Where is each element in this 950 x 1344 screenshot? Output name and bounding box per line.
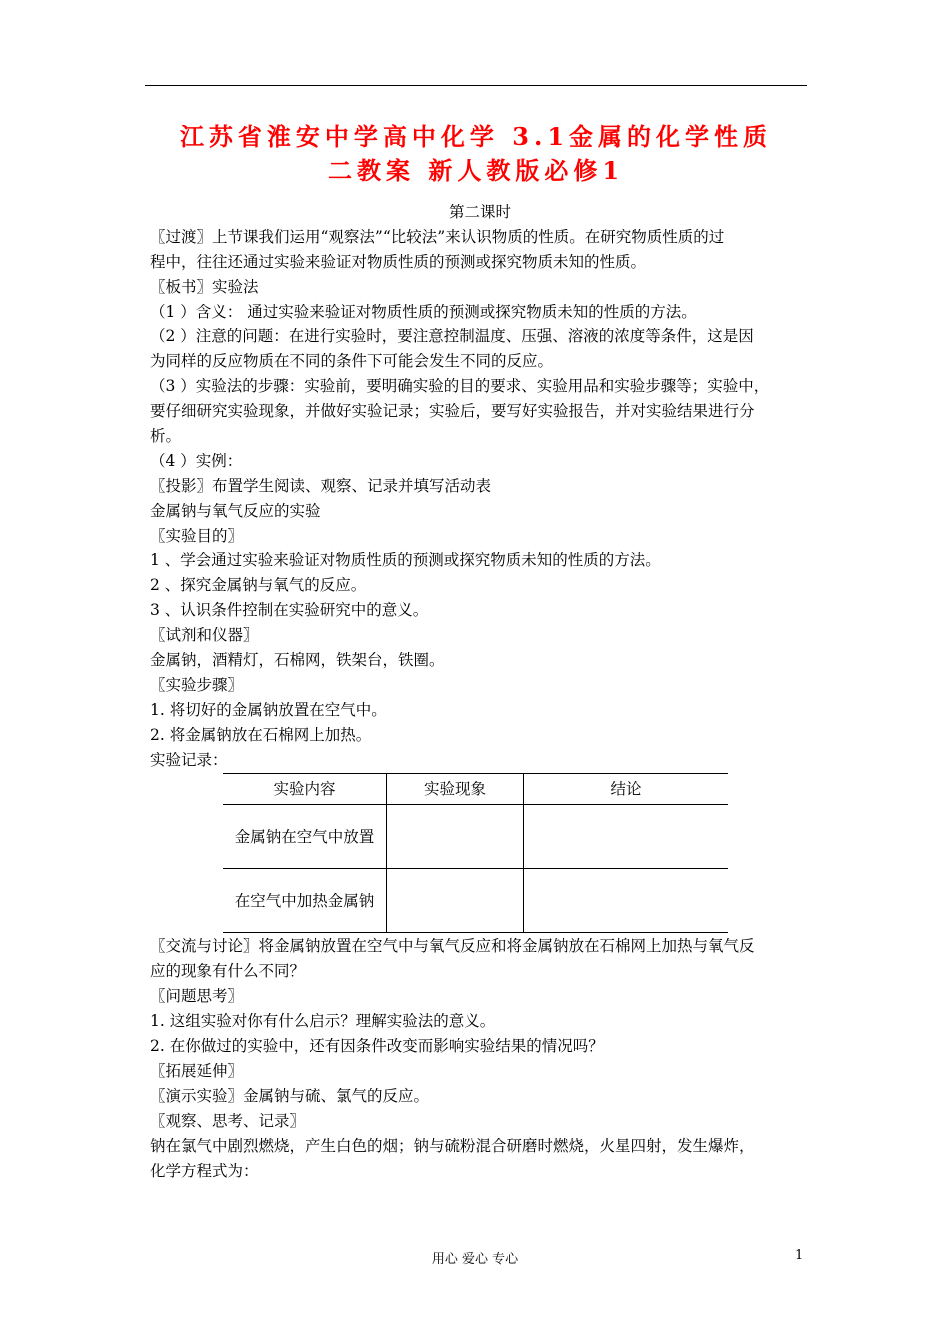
- text-line: 3 、认识条件控制在实验研究中的意义。: [150, 601, 429, 620]
- text-line: 应的现象有什么不同？: [150, 962, 306, 981]
- paragraphs-before-table: [150, 225, 810, 773]
- table-row: [223, 805, 728, 869]
- text-line: 金属钠，酒精灯，石棉网，铁架台，铁圈。: [150, 651, 445, 670]
- text-line: 〖实验目的〗: [150, 526, 244, 545]
- title-line-2: 二教案 新人教版必修1: [327, 156, 625, 185]
- experiment-record-table: [223, 773, 728, 933]
- text-line: 金属钠与氧气反应的实验: [150, 501, 321, 520]
- document-title: [145, 120, 807, 188]
- text-line: 2. 将金属钠放在石棉网上加热。: [150, 725, 372, 744]
- text-line: 1. 将切好的金属钠放置在空气中。: [150, 700, 387, 719]
- lesson-subtitle: 第二课时: [448, 203, 511, 221]
- text-line: 〖板书〗实验法: [150, 277, 259, 296]
- table-header-cell: 结论: [524, 774, 729, 805]
- text-line: 〖试剂和仪器〗: [150, 626, 259, 645]
- text-line: 〖演示实验〗金属钠与硫、氯气的反应。: [150, 1086, 430, 1105]
- text-line: （3 ）实验法的步骤：实验前，要明确实验的目的要求、实验用品和实验步骤等；实验中，: [150, 377, 770, 396]
- title-line-1: 江苏省淮安中学高中化学 3.1金属的化学性质: [179, 122, 773, 151]
- text-line: 实验记录：: [150, 750, 228, 769]
- text-line: 1. 这组实验对你有什么启示？理解实验法的意义。: [150, 1012, 496, 1031]
- footer-motto: 用心 爱心 专心: [431, 1252, 519, 1267]
- text-line: 〖实验步骤〗: [150, 675, 244, 694]
- text-line: （4 ）实例：: [150, 451, 243, 470]
- table-row: [223, 869, 728, 933]
- table-cell: [387, 805, 524, 869]
- table-cell: 金属钠在空气中放置: [223, 805, 387, 869]
- text-line: 钠在氯气中剧烈燃烧，产生白色的烟；钠与硫粉混合研磨时燃烧，火星四射，发生爆炸，: [150, 1136, 755, 1155]
- text-line: 2 、探究金属钠与氧气的反应。: [150, 576, 367, 595]
- document-body: [150, 200, 810, 1183]
- page-number: 1: [795, 1248, 804, 1263]
- text-line: 〖拓展延伸〗: [150, 1061, 244, 1080]
- table-cell: [524, 869, 729, 933]
- text-line: 程中，往往还通过实验来验证对物质性质的预测或探究物质未知的性质。: [150, 252, 647, 271]
- text-line: 〖过渡〗上节课我们运用“观察法”“比较法”来认识物质的性质。在研究物质性质的过: [150, 227, 725, 246]
- text-line: 〖投影〗布置学生阅读、观察、记录并填写活动表: [150, 476, 492, 495]
- table-cell: 在空气中加热金属钠: [223, 869, 387, 933]
- table-cell: [387, 869, 524, 933]
- table-header-cell: 实验内容: [223, 774, 387, 805]
- text-line: 〖观察、思考、记录〗: [150, 1111, 306, 1130]
- text-line: 为同样的反应物质在不同的条件下可能会发生不同的反应。: [150, 352, 554, 371]
- header-rule: [145, 85, 807, 86]
- text-line: （1 ）含义： 通过实验来验证对物质性质的预测或探究物质未知的性质的方法。: [150, 302, 697, 321]
- text-line: （2 ）注意的问题：在进行实验时，要注意控制温度、压强、溶液的浓度等条件，这是因: [150, 327, 754, 346]
- table-header-row: [223, 774, 728, 805]
- text-line: 〖交流与讨论〗将金属钠放置在空气中与氧气反应和将金属钠放在石棉网上加热与氧气反: [150, 937, 755, 956]
- paragraphs-after-table: [150, 934, 810, 1183]
- text-line: 化学方程式为：: [150, 1161, 259, 1180]
- text-line: 析。: [150, 427, 182, 446]
- text-line: 2. 在你做过的实验中，还有因条件改变而影响实验结果的情况吗？: [150, 1037, 604, 1056]
- text-line: 1 、学会通过实验来验证对物质性质的预测或探究物质未知的性质的方法。: [150, 551, 661, 570]
- text-line: 要仔细研究实验现象，并做好实验记录；实验后，要写好实验报告，并对实验结果进行分: [150, 402, 755, 421]
- text-line: 〖问题思考〗: [150, 987, 244, 1006]
- table-cell: [524, 805, 729, 869]
- table-header-cell: 实验现象: [387, 774, 524, 805]
